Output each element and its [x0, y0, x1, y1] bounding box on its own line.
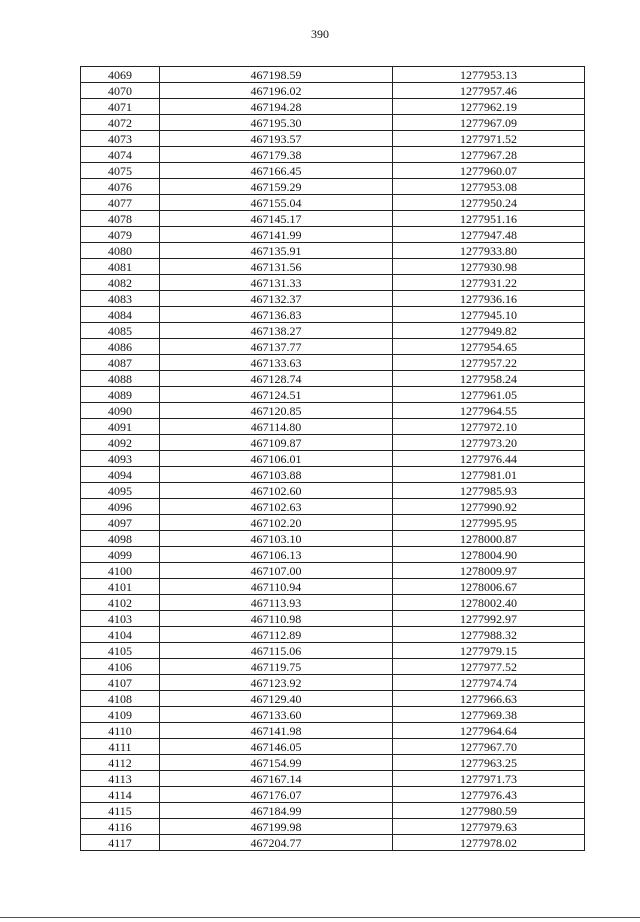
table-row	[81, 387, 585, 403]
x-coordinate-cell: 467199.98	[160, 819, 393, 835]
y-coordinate-cell: 1277957.46	[393, 83, 585, 99]
y-coordinate-cell: 1278006.67	[393, 579, 585, 595]
point-id-cell: 4080	[81, 243, 160, 259]
y-coordinate-cell: 1277962.19	[393, 99, 585, 115]
point-id-cell: 4101	[81, 579, 160, 595]
y-coordinate-cell: 1277945.10	[393, 307, 585, 323]
y-coordinate-cell: 1277990.92	[393, 499, 585, 515]
point-id-cell: 4085	[81, 323, 160, 339]
point-id-cell: 4114	[81, 787, 160, 803]
table-row	[81, 691, 585, 707]
point-id-cell: 4079	[81, 227, 160, 243]
y-coordinate-cell: 1277973.20	[393, 435, 585, 451]
point-id-cell: 4105	[81, 643, 160, 659]
x-coordinate-cell: 467115.06	[160, 643, 393, 659]
table-row	[81, 675, 585, 691]
x-coordinate-cell: 467145.17	[160, 211, 393, 227]
table-row	[81, 563, 585, 579]
y-coordinate-cell: 1277979.15	[393, 643, 585, 659]
y-coordinate-cell: 1277957.22	[393, 355, 585, 371]
table-row	[81, 547, 585, 563]
y-coordinate-cell: 1278009.97	[393, 563, 585, 579]
table-row	[81, 195, 585, 211]
y-coordinate-cell: 1277976.43	[393, 787, 585, 803]
page-number: 390	[311, 27, 329, 41]
x-coordinate-cell: 467124.51	[160, 387, 393, 403]
x-coordinate-cell: 467106.13	[160, 547, 393, 563]
table-row	[81, 291, 585, 307]
table-row	[81, 115, 585, 131]
x-coordinate-cell: 467106.01	[160, 451, 393, 467]
point-id-cell: 4109	[81, 707, 160, 723]
point-id-cell: 4104	[81, 627, 160, 643]
table-row	[81, 515, 585, 531]
x-coordinate-cell: 467179.38	[160, 147, 393, 163]
y-coordinate-cell: 1277966.63	[393, 691, 585, 707]
table-row	[81, 707, 585, 723]
y-coordinate-cell: 1278002.40	[393, 595, 585, 611]
y-coordinate-cell: 1277958.24	[393, 371, 585, 387]
x-coordinate-cell: 467114.80	[160, 419, 393, 435]
y-coordinate-cell: 1277967.28	[393, 147, 585, 163]
x-coordinate-cell: 467110.94	[160, 579, 393, 595]
point-id-cell: 4090	[81, 403, 160, 419]
x-coordinate-cell: 467204.77	[160, 835, 393, 851]
x-coordinate-cell: 467113.93	[160, 595, 393, 611]
coordinate-table-body	[81, 67, 585, 851]
table-row	[81, 99, 585, 115]
y-coordinate-cell: 1277953.08	[393, 179, 585, 195]
x-coordinate-cell: 467141.98	[160, 723, 393, 739]
x-coordinate-cell: 467137.77	[160, 339, 393, 355]
y-coordinate-cell: 1277967.09	[393, 115, 585, 131]
point-id-cell: 4069	[81, 67, 160, 83]
y-coordinate-cell: 1277964.64	[393, 723, 585, 739]
table-row	[81, 611, 585, 627]
x-coordinate-cell: 467154.99	[160, 755, 393, 771]
x-coordinate-cell: 467131.56	[160, 259, 393, 275]
x-coordinate-cell: 467102.60	[160, 483, 393, 499]
table-row	[81, 499, 585, 515]
table-row	[81, 595, 585, 611]
x-coordinate-cell: 467133.60	[160, 707, 393, 723]
point-id-cell: 4091	[81, 419, 160, 435]
table-row	[81, 307, 585, 323]
point-id-cell: 4092	[81, 435, 160, 451]
point-id-cell: 4081	[81, 259, 160, 275]
table-row	[81, 819, 585, 835]
point-id-cell: 4095	[81, 483, 160, 499]
table-row	[81, 243, 585, 259]
table-row	[81, 323, 585, 339]
y-coordinate-cell: 1277947.48	[393, 227, 585, 243]
y-coordinate-cell: 1277969.38	[393, 707, 585, 723]
y-coordinate-cell: 1277995.95	[393, 515, 585, 531]
x-coordinate-cell: 467198.59	[160, 67, 393, 83]
y-coordinate-cell: 1277954.65	[393, 339, 585, 355]
table-row	[81, 483, 585, 499]
point-id-cell: 4098	[81, 531, 160, 547]
x-coordinate-cell: 467138.27	[160, 323, 393, 339]
table-row	[81, 211, 585, 227]
x-coordinate-cell: 467120.85	[160, 403, 393, 419]
x-coordinate-cell: 467176.07	[160, 787, 393, 803]
table-row	[81, 163, 585, 179]
table-row	[81, 403, 585, 419]
x-coordinate-cell: 467133.63	[160, 355, 393, 371]
y-coordinate-cell: 1277936.16	[393, 291, 585, 307]
table-row	[81, 739, 585, 755]
point-id-cell: 4117	[81, 835, 160, 851]
table-row	[81, 659, 585, 675]
x-coordinate-cell: 467128.74	[160, 371, 393, 387]
point-id-cell: 4108	[81, 691, 160, 707]
table-row	[81, 755, 585, 771]
point-id-cell: 4073	[81, 131, 160, 147]
y-coordinate-cell: 1277949.82	[393, 323, 585, 339]
table-row	[81, 723, 585, 739]
table-row	[81, 339, 585, 355]
point-id-cell: 4070	[81, 83, 160, 99]
x-coordinate-cell: 467135.91	[160, 243, 393, 259]
point-id-cell: 4094	[81, 467, 160, 483]
x-coordinate-cell: 467119.75	[160, 659, 393, 675]
y-coordinate-cell: 1277953.13	[393, 67, 585, 83]
table-row	[81, 435, 585, 451]
table-row	[81, 275, 585, 291]
x-coordinate-cell: 467103.10	[160, 531, 393, 547]
x-coordinate-cell: 467123.92	[160, 675, 393, 691]
y-coordinate-cell: 1277971.73	[393, 771, 585, 787]
y-coordinate-cell: 1277963.25	[393, 755, 585, 771]
point-id-cell: 4087	[81, 355, 160, 371]
x-coordinate-cell: 467167.14	[160, 771, 393, 787]
y-coordinate-cell: 1277972.10	[393, 419, 585, 435]
point-id-cell: 4106	[81, 659, 160, 675]
x-coordinate-cell: 467102.20	[160, 515, 393, 531]
x-coordinate-cell: 467195.30	[160, 115, 393, 131]
y-coordinate-cell: 1278000.87	[393, 531, 585, 547]
x-coordinate-cell: 467196.02	[160, 83, 393, 99]
y-coordinate-cell: 1277977.52	[393, 659, 585, 675]
x-coordinate-cell: 467107.00	[160, 563, 393, 579]
x-coordinate-cell: 467131.33	[160, 275, 393, 291]
y-coordinate-cell: 1277988.32	[393, 627, 585, 643]
point-id-cell: 4088	[81, 371, 160, 387]
x-coordinate-cell: 467110.98	[160, 611, 393, 627]
table-row	[81, 451, 585, 467]
x-coordinate-cell: 467103.88	[160, 467, 393, 483]
point-id-cell: 4099	[81, 547, 160, 563]
x-coordinate-cell: 467184.99	[160, 803, 393, 819]
table-row	[81, 419, 585, 435]
x-coordinate-cell: 467155.04	[160, 195, 393, 211]
x-coordinate-cell: 467136.83	[160, 307, 393, 323]
table-row	[81, 227, 585, 243]
table-row	[81, 371, 585, 387]
table-row	[81, 355, 585, 371]
y-coordinate-cell: 1278004.90	[393, 547, 585, 563]
table-row	[81, 771, 585, 787]
y-coordinate-cell: 1277930.98	[393, 259, 585, 275]
y-coordinate-cell: 1277961.05	[393, 387, 585, 403]
y-coordinate-cell: 1277931.22	[393, 275, 585, 291]
point-id-cell: 4111	[81, 739, 160, 755]
table-row	[81, 259, 585, 275]
point-id-cell: 4084	[81, 307, 160, 323]
table-row	[81, 803, 585, 819]
point-id-cell: 4078	[81, 211, 160, 227]
x-coordinate-cell: 467159.29	[160, 179, 393, 195]
point-id-cell: 4077	[81, 195, 160, 211]
y-coordinate-cell: 1277967.70	[393, 739, 585, 755]
point-id-cell: 4086	[81, 339, 160, 355]
x-coordinate-cell: 467109.87	[160, 435, 393, 451]
coordinate-table	[80, 66, 585, 851]
point-id-cell: 4097	[81, 515, 160, 531]
x-coordinate-cell: 467129.40	[160, 691, 393, 707]
table-row	[81, 467, 585, 483]
x-coordinate-cell: 467102.63	[160, 499, 393, 515]
y-coordinate-cell: 1277980.59	[393, 803, 585, 819]
table-row	[81, 131, 585, 147]
point-id-cell: 4075	[81, 163, 160, 179]
point-id-cell: 4074	[81, 147, 160, 163]
point-id-cell: 4089	[81, 387, 160, 403]
table-row	[81, 531, 585, 547]
point-id-cell: 4083	[81, 291, 160, 307]
point-id-cell: 4072	[81, 115, 160, 131]
point-id-cell: 4103	[81, 611, 160, 627]
x-coordinate-cell: 467141.99	[160, 227, 393, 243]
table-row	[81, 83, 585, 99]
point-id-cell: 4082	[81, 275, 160, 291]
x-coordinate-cell: 467146.05	[160, 739, 393, 755]
point-id-cell: 4071	[81, 99, 160, 115]
y-coordinate-cell: 1277981.01	[393, 467, 585, 483]
y-coordinate-cell: 1277933.80	[393, 243, 585, 259]
y-coordinate-cell: 1277951.16	[393, 211, 585, 227]
table-row	[81, 179, 585, 195]
y-coordinate-cell: 1277976.44	[393, 451, 585, 467]
table-row	[81, 643, 585, 659]
point-id-cell: 4096	[81, 499, 160, 515]
point-id-cell: 4102	[81, 595, 160, 611]
y-coordinate-cell: 1277964.55	[393, 403, 585, 419]
x-coordinate-cell: 467112.89	[160, 627, 393, 643]
y-coordinate-cell: 1277974.74	[393, 675, 585, 691]
x-coordinate-cell: 467132.37	[160, 291, 393, 307]
y-coordinate-cell: 1277960.07	[393, 163, 585, 179]
y-coordinate-cell: 1277978.02	[393, 835, 585, 851]
point-id-cell: 4107	[81, 675, 160, 691]
y-coordinate-cell: 1277971.52	[393, 131, 585, 147]
bottom-divider	[0, 917, 640, 918]
y-coordinate-cell: 1277950.24	[393, 195, 585, 211]
point-id-cell: 4116	[81, 819, 160, 835]
point-id-cell: 4093	[81, 451, 160, 467]
table-row	[81, 627, 585, 643]
table-row	[81, 787, 585, 803]
y-coordinate-cell: 1277985.93	[393, 483, 585, 499]
x-coordinate-cell: 467193.57	[160, 131, 393, 147]
y-coordinate-cell: 1277992.97	[393, 611, 585, 627]
table-row	[81, 67, 585, 83]
table-row	[81, 835, 585, 851]
y-coordinate-cell: 1277979.63	[393, 819, 585, 835]
point-id-cell: 4076	[81, 179, 160, 195]
point-id-cell: 4100	[81, 563, 160, 579]
point-id-cell: 4110	[81, 723, 160, 739]
point-id-cell: 4112	[81, 755, 160, 771]
table-row	[81, 147, 585, 163]
point-id-cell: 4113	[81, 771, 160, 787]
x-coordinate-cell: 467194.28	[160, 99, 393, 115]
table-row	[81, 579, 585, 595]
x-coordinate-cell: 467166.45	[160, 163, 393, 179]
point-id-cell: 4115	[81, 803, 160, 819]
